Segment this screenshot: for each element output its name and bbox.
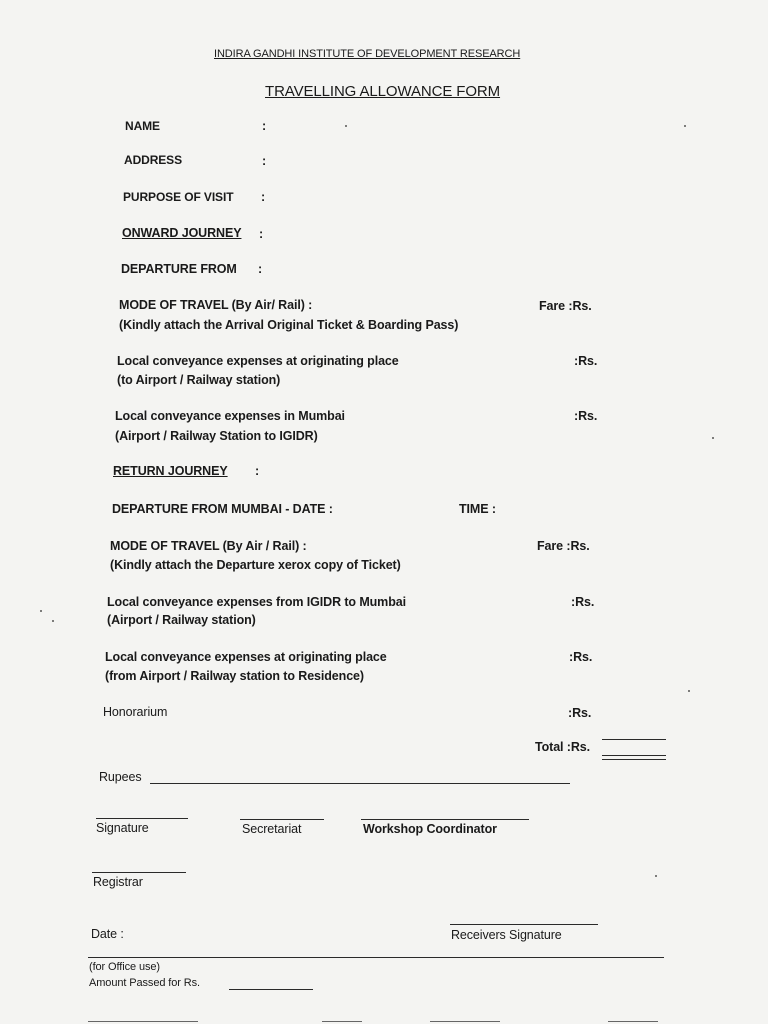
honorarium-rs: :Rs. (568, 706, 592, 720)
return-igidr-rs: :Rs. (571, 595, 595, 609)
total-label: Total :Rs. (535, 740, 591, 754)
onward-local-orig-rs: :Rs. (574, 354, 598, 368)
onward-mode-note: (Kindly attach the Arrival Original Ticket & Boarding Pass) (119, 318, 459, 332)
return-orig-label: Local conveyance expenses at originating place (105, 650, 387, 664)
return-igidr-note: (Airport / Railway station) (107, 613, 256, 627)
scan-speck (688, 690, 690, 692)
return-journey-heading: RETURN JOURNEY (113, 464, 228, 478)
rupees-label: Rupees (99, 770, 142, 784)
scan-speck (684, 125, 686, 127)
institute-name: INDIRA GANDHI INSTITUTE OF DEVELOPMENT RESEARCH (214, 48, 521, 60)
bottom-line-2 (322, 1021, 362, 1022)
scan-speck (655, 875, 657, 877)
receivers-line (450, 924, 598, 925)
form-title: TRAVELLING ALLOWANCE FORM (265, 83, 501, 100)
total-line-2 (602, 759, 666, 760)
onward-local-orig-note: (to Airport / Railway station) (117, 373, 281, 387)
name-colon: : (262, 119, 267, 133)
purpose-label: PURPOSE OF VISIT (123, 190, 234, 204)
return-mode-note: (Kindly attach the Departure xerox copy of Ticket) (110, 558, 401, 572)
secretariat-line (240, 819, 324, 820)
onward-journey-heading: ONWARD JOURNEY (122, 226, 242, 240)
return-departure-label: DEPARTURE FROM MUMBAI - DATE : (112, 502, 333, 516)
signature-label: Signature (96, 821, 149, 835)
bottom-line-4 (608, 1021, 658, 1022)
rupees-line (150, 783, 570, 784)
onward-local-mumbai-label: Local conveyance expenses in Mumbai (115, 409, 345, 423)
onward-departure-label: DEPARTURE FROM (121, 262, 237, 276)
signature-line (96, 818, 188, 819)
office-use-label: (for Office use) (89, 961, 160, 973)
scan-speck (712, 437, 714, 439)
return-time-label: TIME : (459, 502, 496, 516)
amount-passed-label: Amount Passed for Rs. (89, 977, 201, 989)
workshop-line (361, 819, 529, 820)
office-divider (88, 957, 664, 958)
bottom-line-3 (430, 1021, 500, 1022)
onward-fare-label: Fare :Rs. (539, 299, 592, 313)
return-orig-note: (from Airport / Railway station to Residence) (105, 669, 364, 683)
amount-passed-line (229, 989, 313, 990)
onward-local-orig-label: Local conveyance expenses at originating place (117, 354, 399, 368)
return-orig-rs: :Rs. (569, 650, 593, 664)
return-igidr-label: Local conveyance expenses from IGIDR to Mumbai (107, 595, 406, 609)
address-label: ADDRESS (124, 153, 182, 167)
return-fare-label: Fare :Rs. (537, 539, 590, 553)
scan-speck (40, 610, 42, 612)
registrar-label: Registrar (93, 875, 143, 889)
onward-colon: : (259, 227, 264, 241)
return-mode-label: MODE OF TRAVEL (By Air / Rail) : (110, 539, 307, 553)
total-line-1 (602, 755, 666, 756)
onward-local-mumbai-rs: :Rs. (574, 409, 598, 423)
address-colon: : (262, 154, 267, 168)
scan-speck (345, 125, 347, 127)
name-label: NAME (125, 119, 160, 133)
registrar-line (92, 872, 186, 873)
honorarium-label: Honorarium (103, 705, 168, 719)
workshop-coordinator-label: Workshop Coordinator (363, 822, 497, 836)
total-line-top (602, 739, 666, 740)
return-colon: : (255, 464, 260, 478)
bottom-line-1 (88, 1021, 198, 1022)
receivers-signature-label: Receivers Signature (451, 928, 562, 942)
onward-local-mumbai-note: (Airport / Railway Station to IGIDR) (115, 429, 318, 443)
scan-speck (52, 620, 54, 622)
secretariat-label: Secretariat (242, 822, 302, 836)
onward-mode-label: MODE OF TRAVEL (By Air/ Rail) : (119, 298, 313, 312)
onward-departure-colon: : (258, 262, 263, 276)
date-label: Date : (91, 927, 124, 941)
purpose-colon: : (261, 190, 266, 204)
